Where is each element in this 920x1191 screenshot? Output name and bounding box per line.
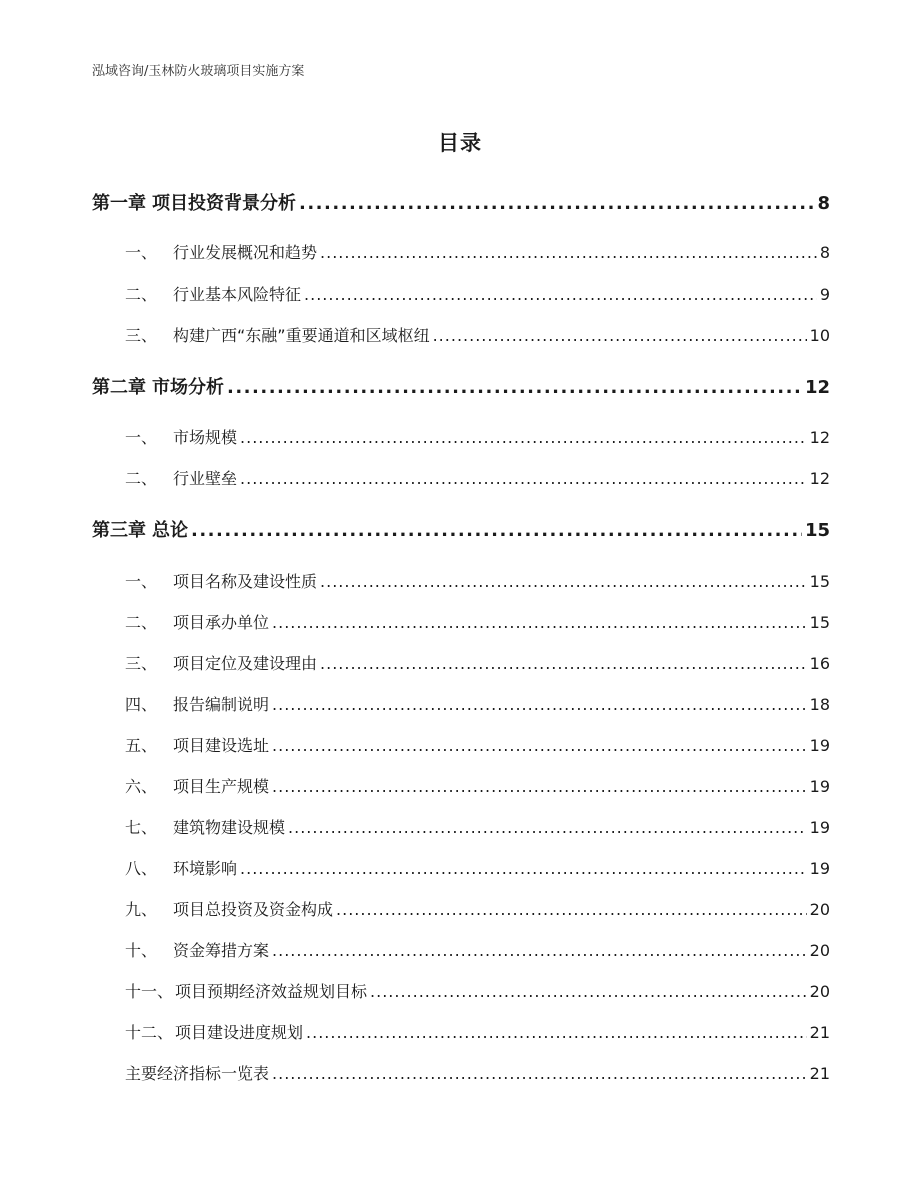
toc-section[interactable] — [125, 569, 830, 592]
toc-page: 21 — [809, 1023, 830, 1042]
toc-number: 九、 — [125, 900, 158, 919]
toc-section[interactable] — [125, 856, 830, 879]
toc-number: 三、 — [125, 654, 158, 673]
toc-label: 项目承办单位 — [173, 613, 270, 632]
toc-leader — [320, 572, 807, 591]
toc-leader — [272, 695, 807, 714]
toc-number: 十一、 — [125, 982, 174, 1001]
toc-page: 8 — [817, 193, 830, 214]
toc-page: 9 — [819, 285, 830, 304]
toc-section[interactable] — [125, 282, 830, 305]
toc-leader — [240, 859, 807, 878]
toc-leader — [304, 285, 817, 304]
toc-section[interactable] — [125, 323, 830, 346]
toc-number: 四、 — [125, 695, 158, 714]
toc-page: 8 — [819, 243, 830, 262]
toc-page: 19 — [809, 777, 830, 796]
toc-label: 市场规模 — [173, 428, 238, 447]
toc-page: 20 — [809, 982, 830, 1001]
toc-label: 报告编制说明 — [173, 695, 270, 714]
toc-number: 七、 — [125, 818, 158, 837]
toc-page: 21 — [809, 1064, 830, 1083]
toc-leader — [299, 193, 814, 214]
toc-leader — [240, 428, 807, 447]
toc-page: 12 — [809, 428, 830, 447]
toc-page: 16 — [809, 654, 830, 673]
toc-number: 第一章 — [92, 193, 146, 214]
toc-leader — [272, 736, 807, 755]
toc-title: 目录 — [438, 131, 482, 155]
running-header: 泓域咨询/玉林防火玻璃项目实施方案 — [92, 64, 305, 79]
toc-number: 六、 — [125, 777, 158, 796]
toc-number: 一、 — [125, 572, 158, 591]
toc-leader — [272, 941, 807, 960]
toc-page: 18 — [809, 695, 830, 714]
toc-leader — [272, 777, 807, 796]
toc-number: 十二、 — [125, 1023, 174, 1042]
toc-label: 行业壁垒 — [173, 469, 238, 488]
toc-leader — [272, 613, 807, 632]
toc-number: 二、 — [125, 613, 158, 632]
toc-label: 行业发展概况和趋势 — [173, 243, 318, 262]
toc-label: 主要经济指标一览表 — [125, 1064, 270, 1083]
toc-section[interactable] — [125, 774, 830, 797]
toc-page: 20 — [809, 941, 830, 960]
toc-section[interactable] — [125, 938, 830, 961]
toc-leader — [240, 469, 807, 488]
toc-number: 五、 — [125, 736, 158, 755]
toc-section[interactable] — [125, 692, 830, 715]
toc-number: 三、 — [125, 326, 158, 345]
toc-leader — [320, 654, 807, 673]
toc-label: 项目总投资及资金构成 — [173, 900, 334, 919]
toc-page: 20 — [809, 900, 830, 919]
toc-label: 项目生产规模 — [173, 777, 270, 796]
toc-leader — [370, 982, 807, 1001]
toc-page: 10 — [809, 326, 830, 345]
toc-number: 一、 — [125, 428, 158, 447]
toc-page: 15 — [804, 520, 830, 541]
toc-leader — [227, 377, 802, 398]
toc-leader — [288, 818, 807, 837]
toc-section[interactable] — [125, 425, 830, 448]
toc-number: 第三章 — [92, 520, 146, 541]
toc-section[interactable] — [125, 1061, 830, 1084]
toc-label: 行业基本风险特征 — [173, 285, 302, 304]
toc-section[interactable] — [125, 815, 830, 838]
toc-label: 构建广西“东融”重要通道和区域枢纽 — [173, 326, 430, 345]
toc-label: 市场分析 — [152, 377, 224, 398]
toc-page: 15 — [809, 613, 830, 632]
toc-number: 一、 — [125, 243, 158, 262]
toc-leader — [336, 900, 807, 919]
toc-label: 项目名称及建设性质 — [173, 572, 318, 591]
toc-section[interactable] — [125, 733, 830, 756]
toc-label: 资金筹措方案 — [173, 941, 270, 960]
toc-label: 项目建设进度规划 — [175, 1023, 304, 1042]
toc-section[interactable] — [125, 240, 830, 263]
toc-label: 项目投资背景分析 — [152, 193, 296, 214]
toc-section[interactable] — [125, 610, 830, 633]
toc-leader — [306, 1023, 807, 1042]
toc-page: 12 — [809, 469, 830, 488]
toc-section[interactable] — [125, 651, 830, 674]
toc-number: 二、 — [125, 285, 158, 304]
toc-label: 项目定位及建设理由 — [173, 654, 318, 673]
toc-number: 二、 — [125, 469, 158, 488]
toc-chapter[interactable] — [92, 189, 830, 215]
toc-chapter[interactable] — [92, 373, 830, 399]
toc-section[interactable] — [125, 1020, 830, 1043]
toc-label: 项目建设选址 — [173, 736, 270, 755]
toc-page: 19 — [809, 859, 830, 878]
toc-leader — [433, 326, 807, 345]
toc-leader — [320, 243, 817, 262]
toc-section[interactable] — [125, 979, 830, 1002]
toc-label: 建筑物建设规模 — [173, 818, 286, 837]
toc-page: 19 — [809, 736, 830, 755]
toc-label: 总论 — [152, 520, 188, 541]
toc-number: 十、 — [125, 941, 158, 960]
toc-number: 八、 — [125, 859, 158, 878]
toc-page: 12 — [804, 377, 830, 398]
toc-leader — [191, 520, 802, 541]
toc-chapter[interactable] — [92, 516, 830, 542]
toc-leader — [272, 1064, 807, 1083]
toc-page: 15 — [809, 572, 830, 591]
toc-number: 第二章 — [92, 377, 146, 398]
toc-section[interactable] — [125, 466, 830, 489]
toc-label: 项目预期经济效益规划目标 — [175, 982, 368, 1001]
toc-section[interactable] — [125, 897, 830, 920]
toc-label: 环境影响 — [173, 859, 238, 878]
toc-page: 19 — [809, 818, 830, 837]
